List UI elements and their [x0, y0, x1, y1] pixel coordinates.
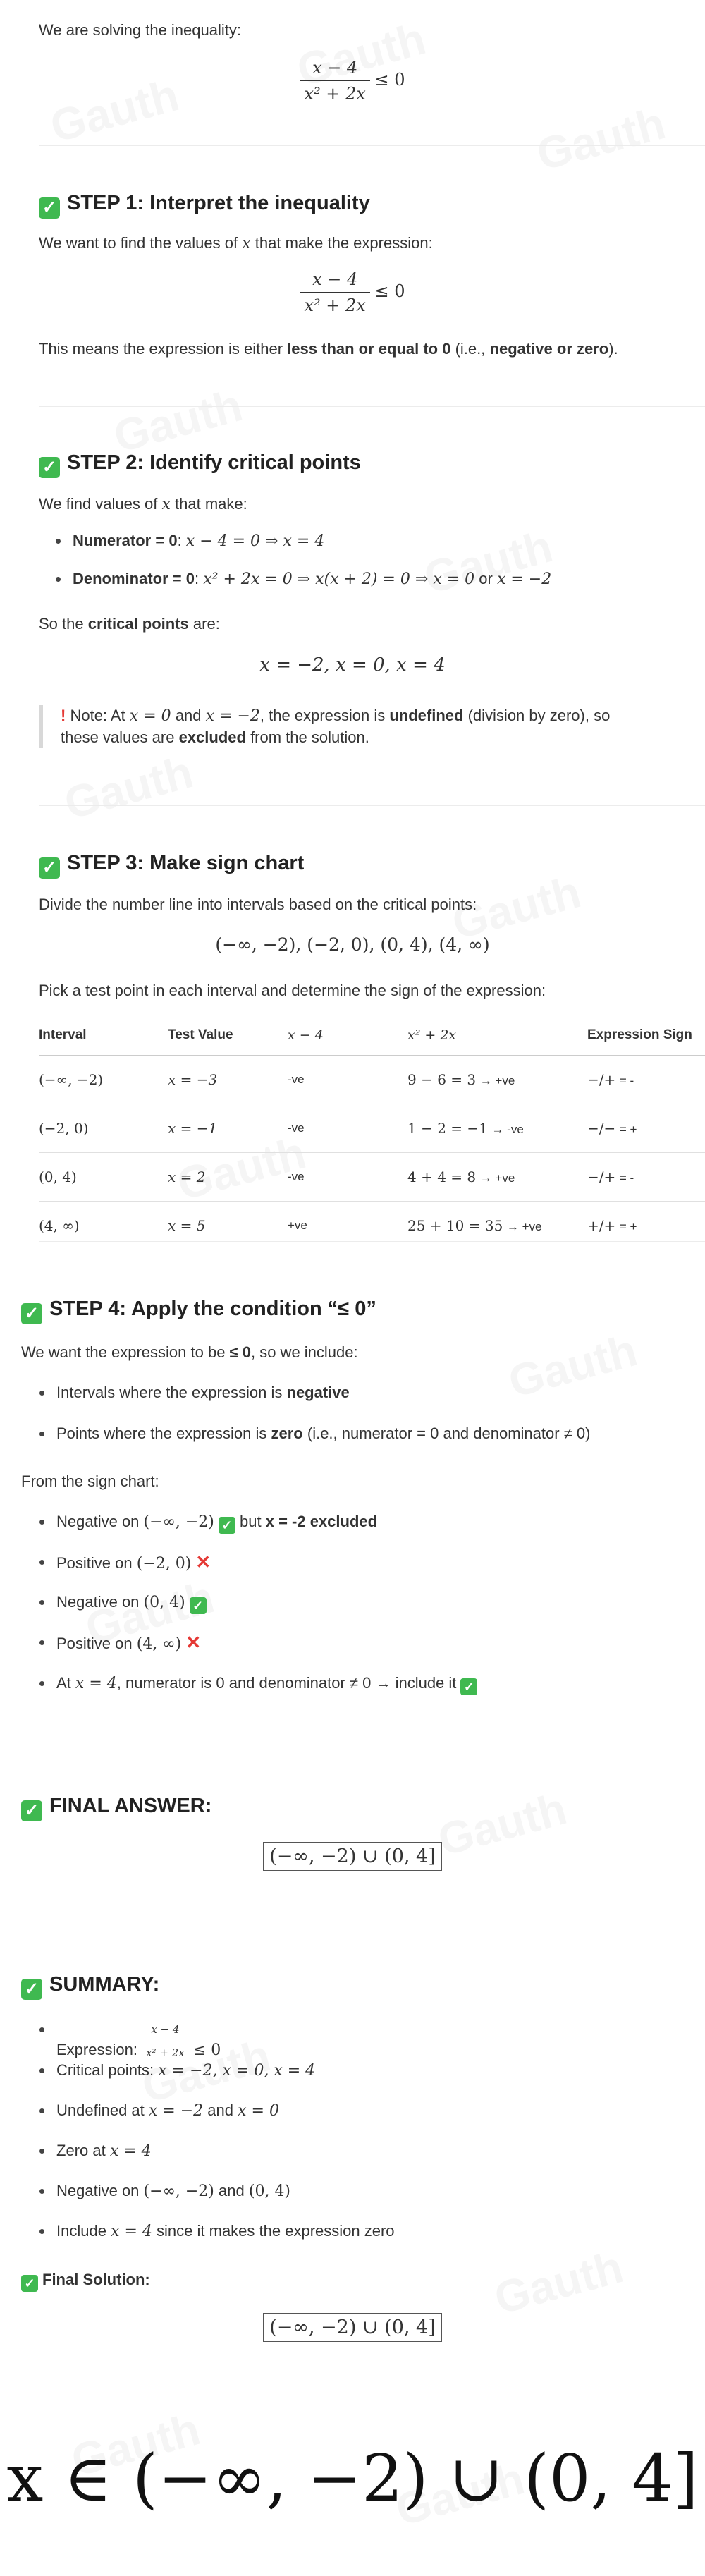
- summary-zero: Zero at x = 4: [56, 2140, 152, 2162]
- summary-critical: Critical points: x = −2, x = 0, x = 4: [56, 2060, 315, 2082]
- numerator-sign-cell: -ve: [288, 1056, 407, 1104]
- final-answer-heading: ✓ FINAL ANSWER:: [21, 1795, 212, 1821]
- watermark: [109, 379, 248, 463]
- critical-intro: So the critical points are:: [39, 615, 220, 633]
- step1-heading: ✓ STEP 1: Interpret the inequality: [39, 192, 370, 219]
- header-test-value: Test Value: [168, 1015, 288, 1056]
- final-solution: (−∞, −2) ∪ (0, 4]: [0, 2313, 705, 2342]
- step1-inequality: $\frac{x - 4}{\text{x² + 2x}}$ ≤ 0: [0, 269, 705, 315]
- header-expression-sign: Expression Sign: [587, 1015, 705, 1056]
- header-numerator: x − 4: [288, 1015, 407, 1056]
- include-negative-item: Intervals where the expression is negative: [56, 1382, 350, 1403]
- cross-icon: ✕: [195, 1551, 212, 1573]
- check-icon: ✓: [219, 1517, 235, 1534]
- cross-icon: ✕: [185, 1632, 202, 1653]
- intervals-list: (−∞, −2), (−2, 0), (0, 4), (4, ∞): [215, 934, 490, 955]
- step1-text: We want to find the values of x that make the expression:: [39, 234, 433, 252]
- summary-expression: Expression: $\frac{x - 4}{\text{x² + 2x}}$ ≤ 0: [56, 2019, 221, 2063]
- summary-heading: ✓ SUMMARY:: [21, 1973, 159, 2000]
- denominator-cell: 25 + 10 = 35 → +ve: [407, 1202, 587, 1250]
- check-icon: ✓: [21, 1800, 42, 1821]
- watermark: [532, 97, 671, 181]
- include-zero-item: Points where the expression is zero (i.e., numerator = 0 and denominator ≠ 0): [56, 1423, 590, 1444]
- sign-result-item: Negative on (−∞, −2) ✓ but x = -2 excluded: [56, 1513, 378, 1532]
- note-block: ! Note: At x = 0 and x = −2, the expression is undefined (division by zero), so these values are excluded from the solution.: [39, 705, 695, 748]
- from-sign-chart: From the sign chart:: [21, 1472, 159, 1490]
- watermark: [59, 745, 199, 829]
- denominator-cell: 1 − 2 = −1 → -ve: [407, 1104, 587, 1153]
- summary-undefined: Undefined at x = −2 and x = 0: [56, 2100, 279, 2122]
- step2-heading: ✓ STEP 2: Identify critical points: [39, 451, 361, 478]
- header-interval: Interval: [39, 1015, 168, 1056]
- step3-heading: ✓ STEP 3: Make sign chart: [39, 852, 304, 879]
- interval-cell: (−2, 0): [39, 1104, 168, 1153]
- header-denominator: x² + 2x: [407, 1015, 587, 1056]
- expression-sign-cell: +/+ = +: [587, 1202, 705, 1250]
- sign-result-item: Positive on (−2, 0) ✕: [56, 1551, 211, 1575]
- sign-chart-table: [39, 1015, 705, 1250]
- expression-sign-cell: −/− = +: [587, 1104, 705, 1153]
- interval-cell: (0, 4): [39, 1153, 168, 1202]
- interval-cell: (−∞, −2): [39, 1056, 168, 1104]
- divider: [39, 406, 705, 407]
- table-header-row: [39, 1015, 705, 1056]
- summary-negative: Negative on (−∞, −2) and (0, 4): [56, 2180, 290, 2202]
- denominator-cell: 4 + 4 = 8 → +ve: [407, 1153, 587, 1202]
- summary-include: Include x = 4 since it makes the expression zero: [56, 2221, 395, 2242]
- fraction-numerator: x − 4: [312, 58, 358, 78]
- check-icon: ✓: [39, 457, 60, 478]
- check-icon: ✓: [39, 857, 60, 879]
- fraction-relation: ≤ 0: [374, 69, 405, 90]
- numerator-sign-cell: -ve: [288, 1153, 407, 1202]
- table-row: [39, 1202, 705, 1250]
- expression-sign-cell: −/+ = -: [587, 1056, 705, 1104]
- test-cell: x = −1: [168, 1104, 288, 1153]
- watermark: [489, 2240, 629, 2324]
- check-icon: ✓: [21, 2275, 38, 2292]
- numerator-sign-cell: -ve: [288, 1104, 407, 1153]
- final-solution-label: ✓ Final Solution:: [21, 2269, 150, 2292]
- step2-intro: We find values of x that make:: [39, 495, 247, 513]
- check-icon: ✓: [190, 1597, 207, 1614]
- table-row: [39, 1056, 705, 1104]
- watermark: [503, 1324, 643, 1408]
- check-icon: ✓: [460, 1678, 477, 1695]
- intro-text: We are solving the inequality:: [39, 21, 241, 39]
- test-cell: x = −3: [168, 1056, 288, 1104]
- check-icon: ✓: [39, 197, 60, 219]
- interval-cell: (4, ∞): [39, 1202, 168, 1250]
- step4-intro: We want the expression to be ≤ 0, so we include:: [21, 1343, 358, 1361]
- denominator-item: Denominator = 0: x² + 2x = 0 ⇒ x(x + 2) = 0 ⇒ x = 0 or x = −2: [73, 568, 551, 590]
- include-x4-item: At x = 4, numerator is 0 and denominator ≠ 0 → include it ✓: [56, 1673, 477, 1695]
- inequality-display: [0, 58, 705, 104]
- numerator-sign-cell: +ve: [288, 1202, 407, 1250]
- final-answer: (−∞, −2) ∪ (0, 4]: [0, 1842, 705, 1871]
- critical-points: x = −2, x = 0, x = 4: [259, 654, 446, 676]
- divider: [39, 145, 705, 146]
- exclamation-icon: !: [61, 707, 66, 724]
- fraction-denominator: x² + 2x: [300, 80, 369, 104]
- test-cell: x = 2: [168, 1153, 288, 1202]
- step1-means: This means the expression is either less than or equal to 0 (i.e., negative or zero).: [39, 340, 618, 358]
- check-icon: ✓: [21, 1979, 42, 2000]
- denominator-cell: 9 − 6 = 3 → +ve: [407, 1056, 587, 1104]
- table-row: [39, 1153, 705, 1202]
- sign-result-item: Positive on (4, ∞) ✕: [56, 1632, 201, 1655]
- sign-result-item: Negative on (0, 4) ✓: [56, 1592, 207, 1614]
- big-answer: x ∈ (−∞, −2) ∪ (0, 4]: [6, 2441, 699, 2516]
- step4-heading: ✓ STEP 4: Apply the condition “≤ 0”: [21, 1298, 376, 1324]
- divider: [39, 805, 705, 806]
- expression-sign-cell: −/+ = -: [587, 1153, 705, 1202]
- watermark: [419, 520, 558, 604]
- step3-intro: Divide the number line into intervals based on the critical points:: [39, 896, 477, 913]
- numerator-item: Numerator = 0: x − 4 = 0 ⇒ x = 4: [73, 530, 324, 552]
- step3-pick: Pick a test point in each interval and determine the sign of the expression:: [39, 982, 546, 999]
- check-icon: ✓: [21, 1303, 42, 1324]
- divider: [39, 1241, 705, 1242]
- test-cell: x = 5: [168, 1202, 288, 1250]
- table-row: [39, 1104, 705, 1153]
